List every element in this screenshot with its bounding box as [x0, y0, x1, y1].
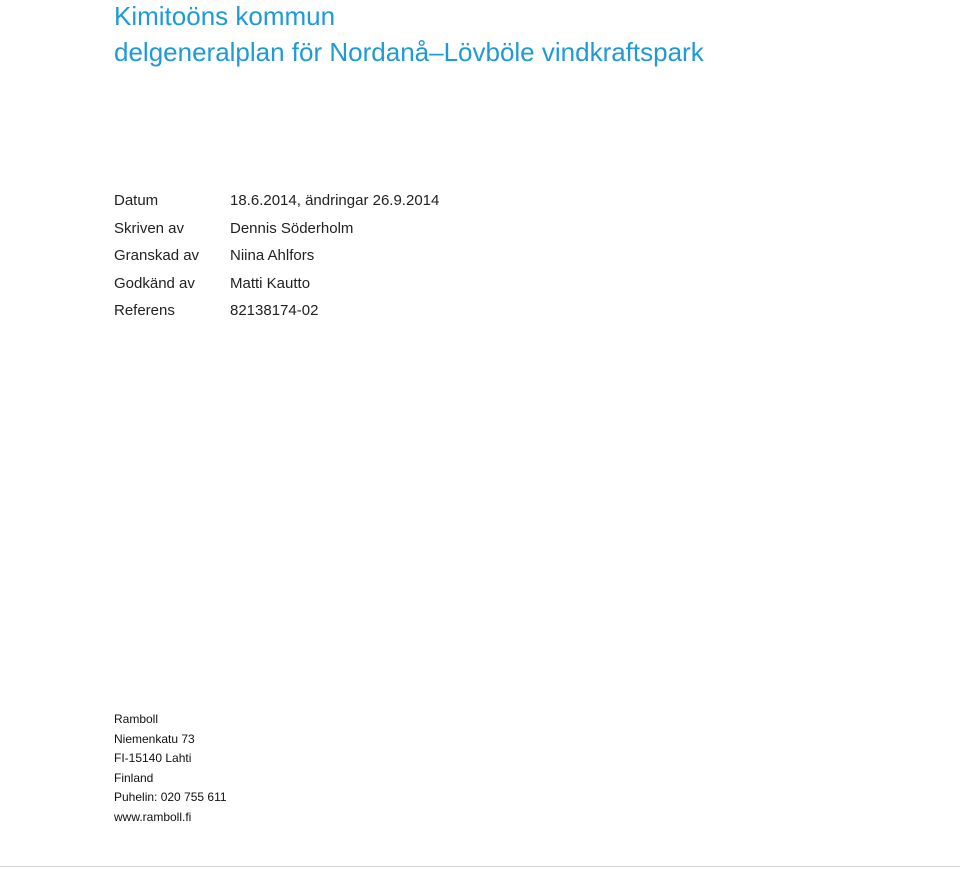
- reviewer-value: Niina Ahlfors: [230, 247, 315, 264]
- page-bottom-divider: [0, 866, 960, 867]
- info-row-date: [114, 189, 439, 217]
- reference-label: Referens: [114, 302, 175, 319]
- reviewer-label: Granskad av: [114, 247, 200, 264]
- approver-label: Godkänd av: [114, 274, 195, 292]
- approver-value: Matti Kautto: [230, 274, 311, 292]
- website-link[interactable]: www.ramboll.fi: [114, 809, 192, 824]
- info-row-reference: [114, 299, 439, 327]
- company-address-block: [114, 710, 227, 827]
- title-municipality: Kimitoöns kommun: [114, 1, 336, 31]
- info-row-approver: [114, 272, 439, 300]
- company-name: Ramboll: [114, 712, 159, 726]
- date-value: 18.6.2014, ändringar 26.9.2014: [230, 192, 440, 209]
- author-value: Dennis Söderholm: [230, 219, 354, 237]
- document-title: [114, 0, 704, 70]
- document-info-table: [114, 189, 439, 327]
- date-label: Datum: [114, 192, 159, 209]
- author-label: Skriven av: [114, 219, 185, 237]
- info-row-author: [114, 217, 439, 245]
- phone-number: Puhelin: 020 755 611: [114, 790, 227, 804]
- street-address: Niemenkatu 73: [114, 731, 195, 746]
- postal-address: FI-15140 Lahti: [114, 751, 192, 765]
- reference-value: 82138174-02: [230, 302, 319, 319]
- country: Finland: [114, 770, 154, 785]
- title-plan-name: delgeneralplan för Nordanå–Lövböle vindkraftspark: [114, 37, 704, 67]
- info-row-reviewer: [114, 244, 439, 272]
